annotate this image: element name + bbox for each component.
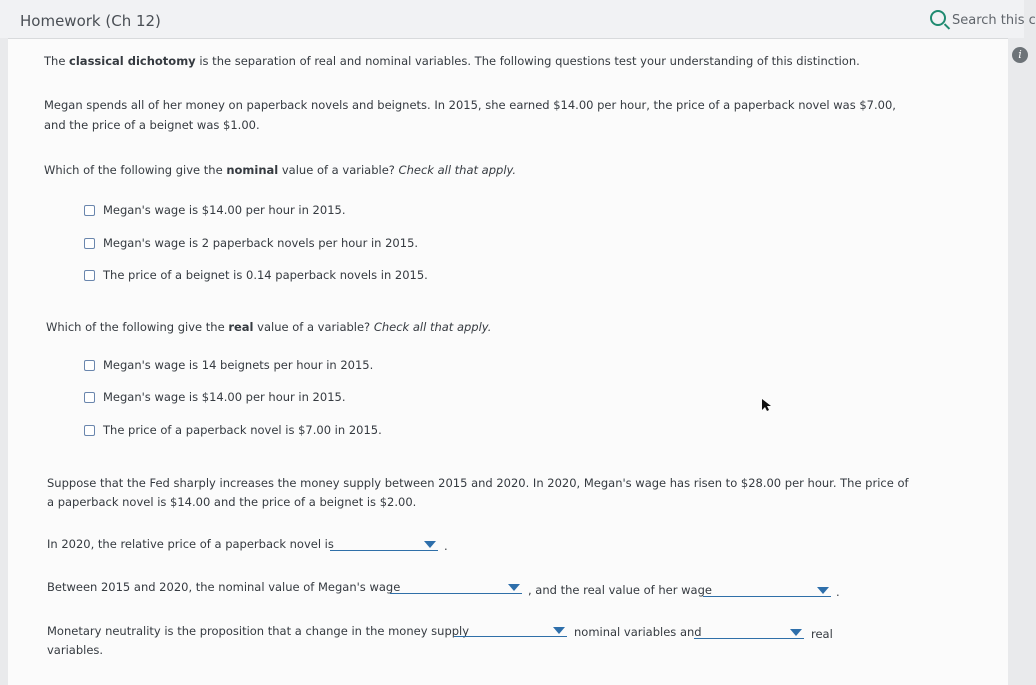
top-bar — [0, 0, 1036, 38]
search-placeholder: Search this c — [952, 13, 1036, 28]
neutrality-line-2: variables. — [47, 643, 104, 657]
neutrality-effect-dropdown[interactable] — [454, 624, 567, 637]
chevron-down-icon — [424, 541, 436, 548]
real-wage-prompt: , and the real value of her wage — [528, 583, 712, 597]
checkbox[interactable] — [84, 238, 95, 249]
option-label: Megan's wage is 2 paperback novels per hour in 2015. — [103, 236, 419, 250]
relative-price-prompt: In 2020, the relative price of a paperback novel is — [47, 537, 334, 551]
prompt-text: value of a variable? — [278, 163, 399, 177]
real-option-3[interactable] — [84, 423, 382, 437]
intro-text-rest: is the separation of real and nominal variables. The following questions test your understanding of this distinction. — [195, 54, 860, 68]
option-label: Megan's wage is 14 beignets per hour in 2015. — [103, 358, 374, 372]
nominal-wage-dropdown[interactable] — [390, 581, 522, 594]
option-label: Megan's wage is $14.00 per hour in 2015. — [103, 390, 346, 404]
option-label: The price of a beignet is 0.14 paperback novels in 2015. — [103, 268, 428, 282]
nominal-option-3[interactable] — [84, 268, 428, 282]
checkbox[interactable] — [84, 425, 95, 436]
question-real-prompt — [46, 320, 491, 334]
question-nominal-prompt — [44, 163, 516, 177]
page-title: Homework (Ch 12) — [20, 12, 161, 30]
intro-paragraph-1 — [44, 54, 860, 68]
chevron-down-icon — [553, 627, 565, 634]
scenario-line-2: a paperback novel is $14.00 and the price of a beignet is $2.00. — [47, 495, 417, 509]
real-wage-dropdown[interactable] — [703, 584, 831, 597]
neutrality-prompt: Monetary neutrality is the proposition that a change in the money supply — [47, 624, 470, 638]
scenario-line-1: Suppose that the Fed sharply increases the money supply between 2015 and 2020. In 2020, Megan's wage has risen to $28.00 per hour. The price of — [47, 476, 909, 490]
intro-paragraph-2-line-1: Megan spends all of her money on paperback novels and beignets. In 2015, she earned $14.00 per hour, the price of a paperback novel was $7.00, — [44, 98, 896, 112]
relative-price-dropdown[interactable] — [330, 538, 438, 551]
intro-paragraph-2-line-2: and the price of a beignet was $1.00. — [44, 118, 260, 132]
prompt-text: value of a variable? — [253, 320, 374, 334]
intro-text: The — [44, 54, 70, 68]
neutrality-middle-text: nominal variables and — [574, 625, 702, 639]
real-option-1[interactable] — [84, 358, 373, 372]
neutrality-real-dropdown[interactable] — [694, 626, 804, 639]
check-all-instruction: Check all that apply. — [373, 320, 492, 334]
real-option-2[interactable] — [84, 390, 345, 404]
checkbox[interactable] — [84, 270, 95, 281]
prompt-text: Which of the following give the — [46, 320, 229, 334]
checkbox[interactable] — [84, 205, 95, 216]
chevron-down-icon — [790, 629, 802, 636]
mouse-pointer-icon — [761, 398, 771, 412]
chevron-down-icon — [508, 584, 520, 591]
check-all-instruction: Check all that apply. — [398, 163, 517, 177]
info-icon[interactable]: i — [1012, 47, 1028, 63]
option-label: Megan's wage is $14.00 per hour in 2015. — [103, 203, 346, 217]
search-box[interactable] — [930, 8, 1036, 28]
relative-price-period: . — [444, 539, 448, 553]
checkbox[interactable] — [84, 392, 95, 403]
real-term: real — [228, 320, 254, 334]
nominal-option-2[interactable] — [84, 236, 418, 250]
search-icon — [930, 10, 946, 26]
wage-period: . — [836, 585, 840, 599]
nominal-wage-prompt: Between 2015 and 2020, the nominal value of Megan's wage — [47, 580, 401, 594]
nominal-option-1[interactable] — [84, 203, 345, 217]
prompt-text: Which of the following give the — [44, 163, 227, 177]
checkbox[interactable] — [84, 360, 95, 371]
nominal-term: nominal — [226, 163, 279, 177]
option-label: The price of a paperback novel is $7.00 in 2015. — [103, 423, 382, 437]
chevron-down-icon — [817, 587, 829, 594]
classical-dichotomy-term: classical dichotomy — [69, 54, 196, 68]
neutrality-suffix-text: real — [811, 627, 833, 641]
